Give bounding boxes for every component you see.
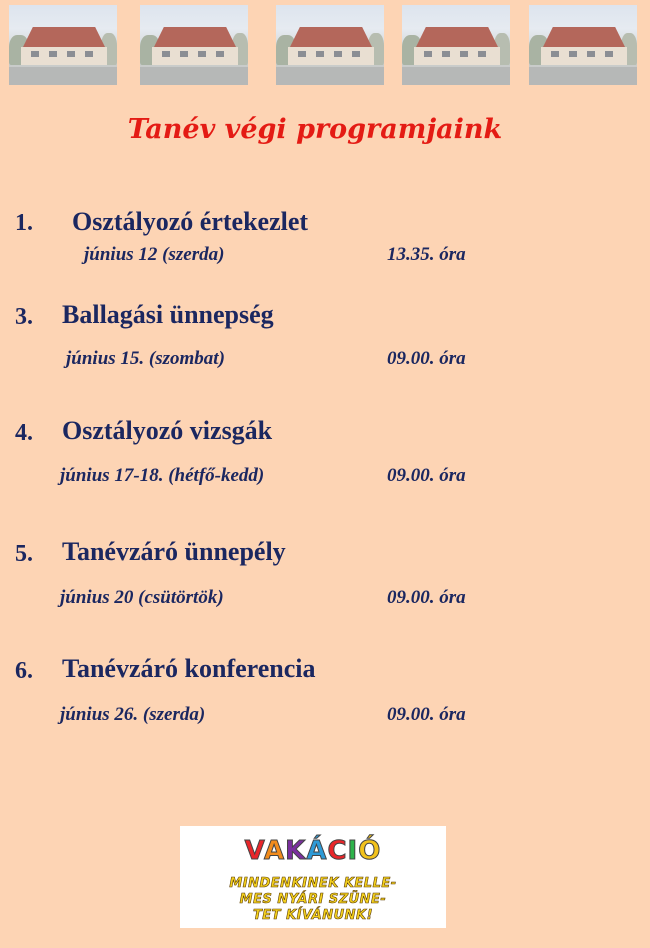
banner-letter: K	[285, 836, 307, 866]
item-time: 13.35. óra	[387, 244, 466, 265]
item-number: 1.	[15, 210, 33, 236]
vacation-banner	[180, 826, 446, 928]
banner-letter: Á	[306, 836, 328, 866]
banner-text-line: MINDENKINEK KELLE-	[229, 876, 397, 891]
item-time: 09.00. óra	[387, 704, 466, 725]
item-time: 09.00. óra	[387, 465, 466, 486]
school-photo	[276, 5, 384, 85]
page-title: Tanév végi programjaink	[127, 114, 503, 145]
item-number: 3.	[15, 304, 33, 330]
item-time: 09.00. óra	[387, 348, 466, 369]
item-date: június 17-18. (hétfő-kedd)	[60, 465, 265, 486]
school-photo	[529, 5, 637, 85]
item-number: 4.	[15, 420, 33, 446]
item-title: Osztályozó értekezlet	[72, 207, 309, 236]
item-title: Tanévzáró ünnepély	[62, 537, 286, 566]
item-title: Tanévzáró konferencia	[62, 654, 316, 683]
banner-letter: Ó	[358, 836, 382, 866]
school-photo	[140, 5, 248, 85]
banner-letter: I	[347, 836, 359, 866]
banner-letter: V	[244, 836, 265, 866]
item-time: 09.00. óra	[387, 587, 466, 608]
item-date: június 12 (szerda)	[84, 244, 225, 265]
item-number: 5.	[15, 541, 33, 567]
item-date: június 15. (szombat)	[66, 348, 225, 369]
banner-text-line: MES NYÁRI SZÜNE-	[239, 892, 387, 907]
banner-letter: C	[327, 836, 348, 866]
school-photo	[9, 5, 117, 85]
vacation-word	[180, 836, 446, 866]
item-date: június 26. (szerda)	[60, 704, 206, 725]
item-title: Ballagási ünnepség	[62, 300, 274, 329]
item-number: 6.	[15, 658, 33, 684]
banner-letter: A	[264, 836, 286, 866]
school-photo	[402, 5, 510, 85]
item-title: Osztályozó vizsgák	[62, 416, 273, 445]
item-date: június 20 (csütörtök)	[60, 587, 224, 608]
banner-text-line: TET KÍVÁNUNK!	[252, 908, 374, 923]
